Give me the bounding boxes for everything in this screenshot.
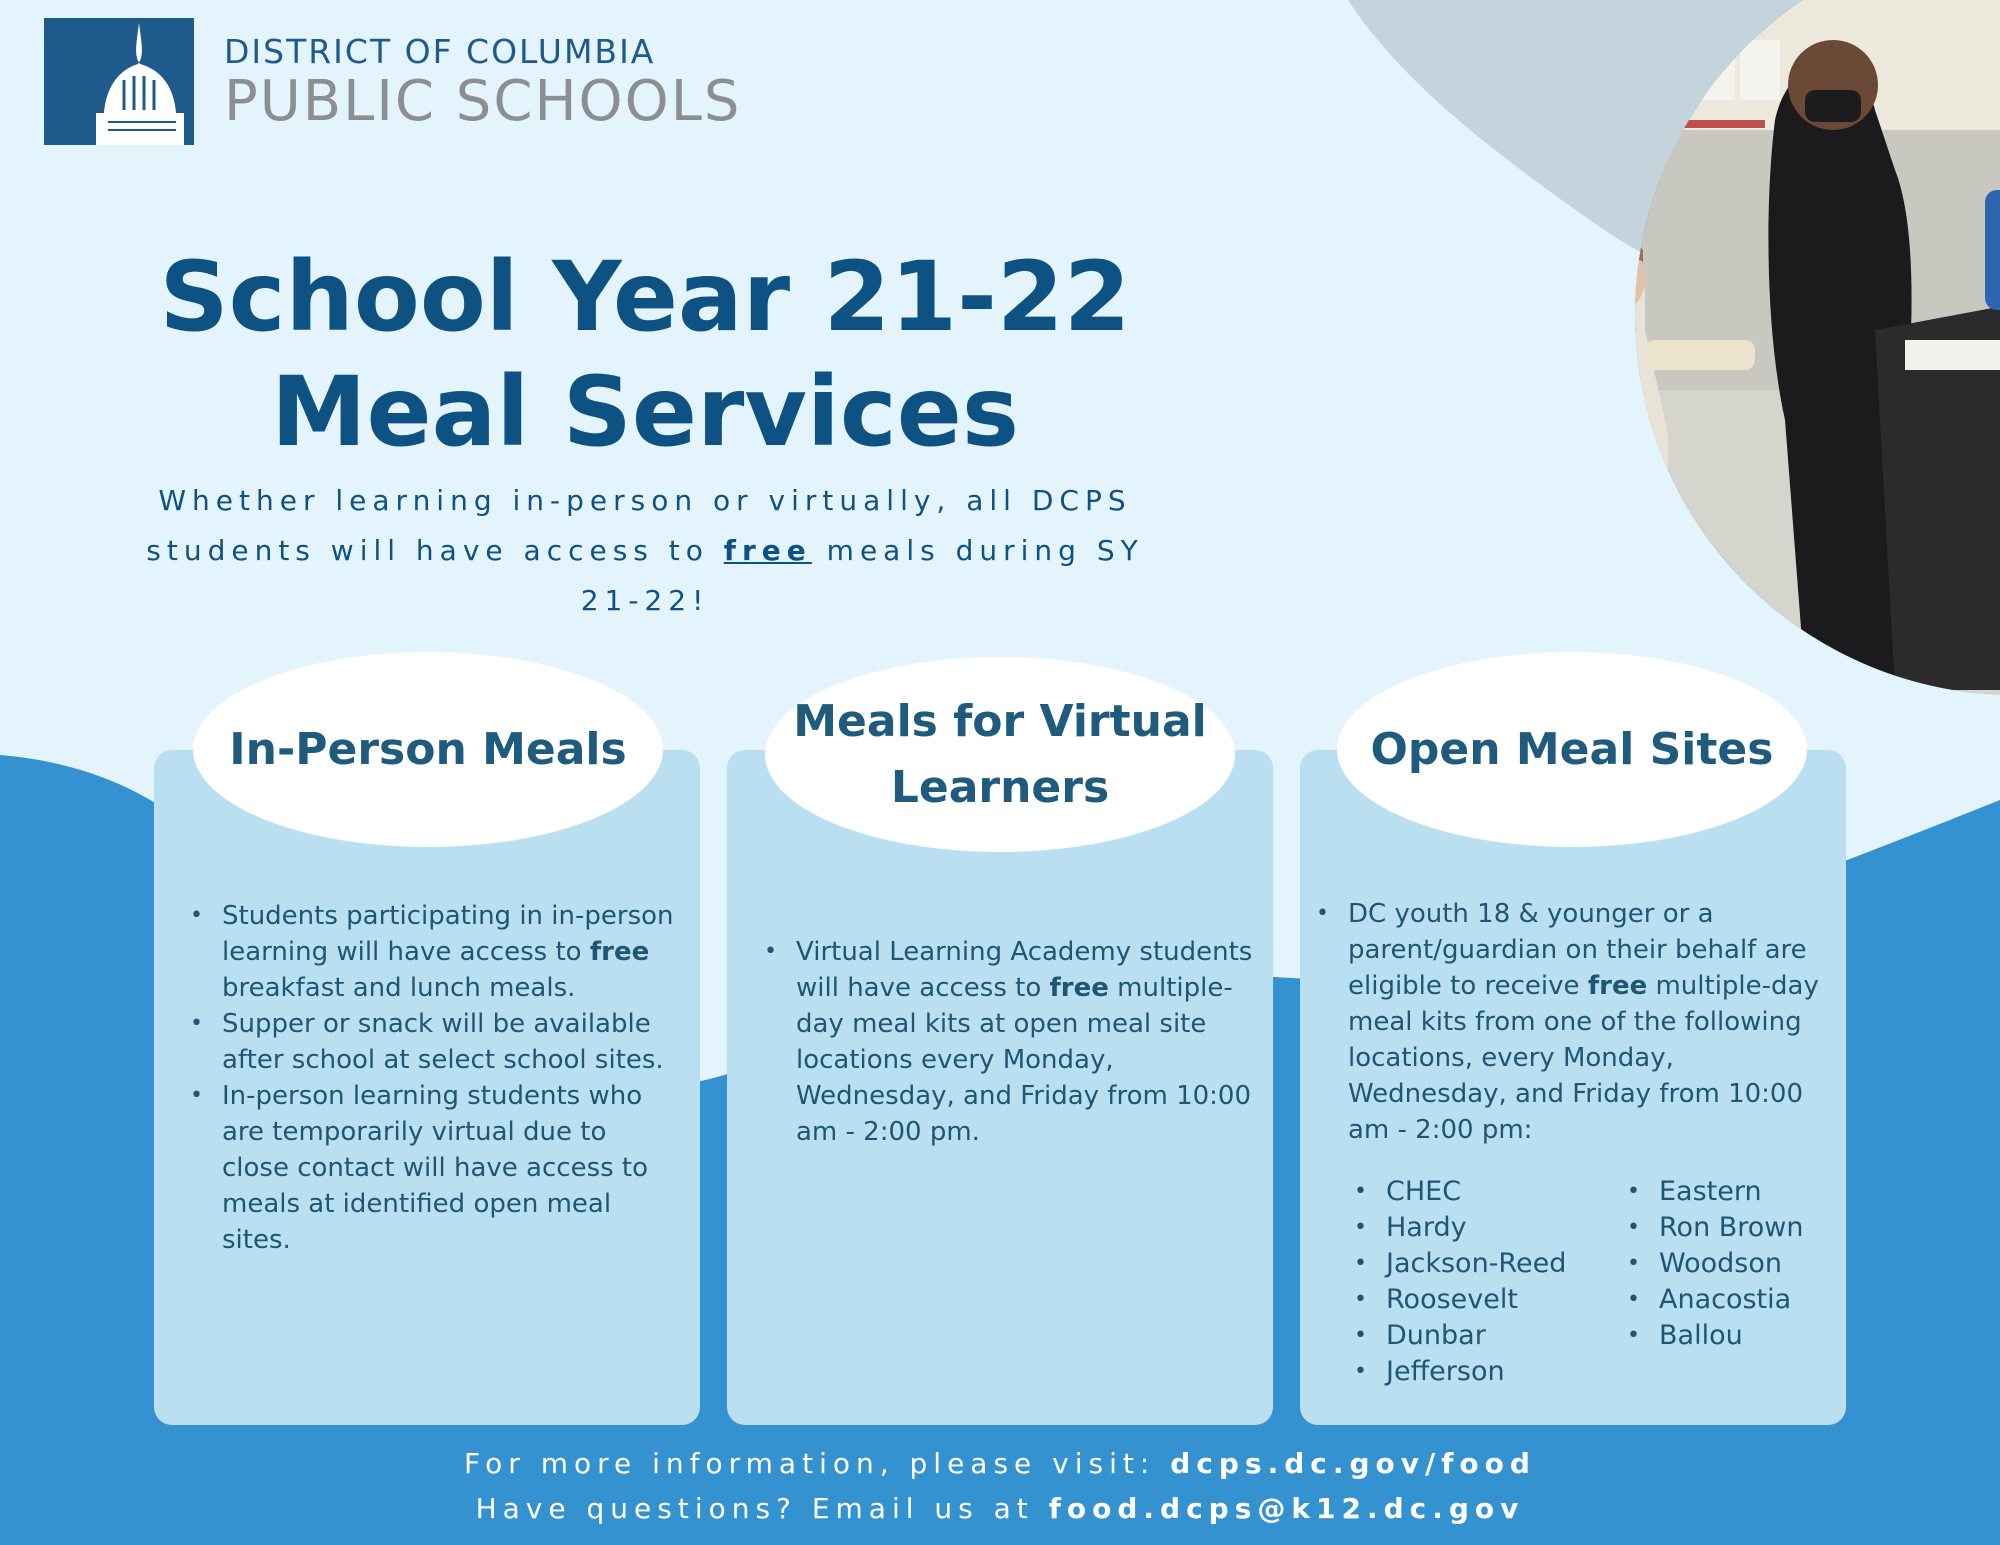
- site-item: • Ron Brown: [1627, 1210, 1804, 1246]
- subtitle-free: free: [723, 534, 812, 567]
- page-title-line2: Meal Services: [271, 356, 1019, 468]
- site-item: • Jefferson: [1354, 1354, 1566, 1390]
- logo-line2: PUBLIC SCHOOLS: [224, 68, 742, 134]
- meal-service-photo: [1515, 0, 2000, 695]
- virtual-list: [764, 934, 1264, 1150]
- site-item: • Ballou: [1627, 1318, 1804, 1354]
- list-item: • In-person learning students who are temporarily virtual due to close contact will have access to meals at identified open meal sites.: [190, 1078, 680, 1258]
- subtitle-pre: Whether learning in-person or virtually, all DCPS students will have access to: [146, 484, 1132, 567]
- open-sites-list: [1316, 896, 1836, 1148]
- sites-column-2: [1627, 1174, 1804, 1354]
- list-item: • DC youth 18 & younger or a parent/guardian on their behalf are eligible to receive free multiple-day meal kits from one of the following locations, every Monday, Wednesday, and Friday from 10:00 am - 2:00 pm:: [1316, 896, 1836, 1148]
- site-item: • Roosevelt: [1354, 1282, 1566, 1318]
- site-item: • Woodson: [1627, 1246, 1804, 1282]
- card-title-in-person: In-Person Meals: [193, 652, 663, 847]
- site-item: • Anacostia: [1627, 1282, 1804, 1318]
- list-item: • Supper or snack will be available after school at select school sites.: [190, 1006, 680, 1078]
- in-person-list: [190, 898, 680, 1258]
- card-title-open-sites: Open Meal Sites: [1337, 652, 1807, 847]
- site-item: • Hardy: [1354, 1210, 1566, 1246]
- site-item: • CHEC: [1354, 1174, 1566, 1210]
- logo-line1: DISTRICT OF COLUMBIA: [224, 31, 656, 71]
- footer-email-link[interactable]: food.dcps@k12.dc.gov: [1048, 1492, 1525, 1525]
- footer-email: Have questions? Email us at food.dcps@k12.dc.gov: [475, 1492, 1525, 1525]
- subtitle-post: meals during SY 21-22!: [580, 534, 1144, 617]
- footer-info: For more information, please visit: dcps.dc.gov/food: [464, 1447, 1536, 1480]
- dcps-logo: [44, 18, 741, 145]
- capitol-dome-icon: [44, 18, 194, 145]
- page-title-line1: School Year 21-22: [159, 241, 1131, 353]
- site-item: • Jackson-Reed: [1354, 1246, 1566, 1282]
- list-item: • Students participating in in-person learning will have access to free breakfast and lunch meals.: [190, 898, 680, 1006]
- subtitle: [130, 476, 1160, 626]
- site-item: • Dunbar: [1354, 1318, 1566, 1354]
- footer-website-link[interactable]: dcps.dc.gov/food: [1170, 1447, 1536, 1480]
- site-item: • Eastern: [1627, 1174, 1804, 1210]
- sites-column-1: [1354, 1174, 1566, 1390]
- card-title-virtual-text: Meals for Virtual Learners: [793, 695, 1207, 813]
- card-title-virtual: [765, 657, 1235, 852]
- list-item: • Virtual Learning Academy students will have access to free multiple-day meal kits at open meal site locations every Monday, Wednesday, and Friday from 10:00 am - 2:00 pm.: [764, 934, 1264, 1150]
